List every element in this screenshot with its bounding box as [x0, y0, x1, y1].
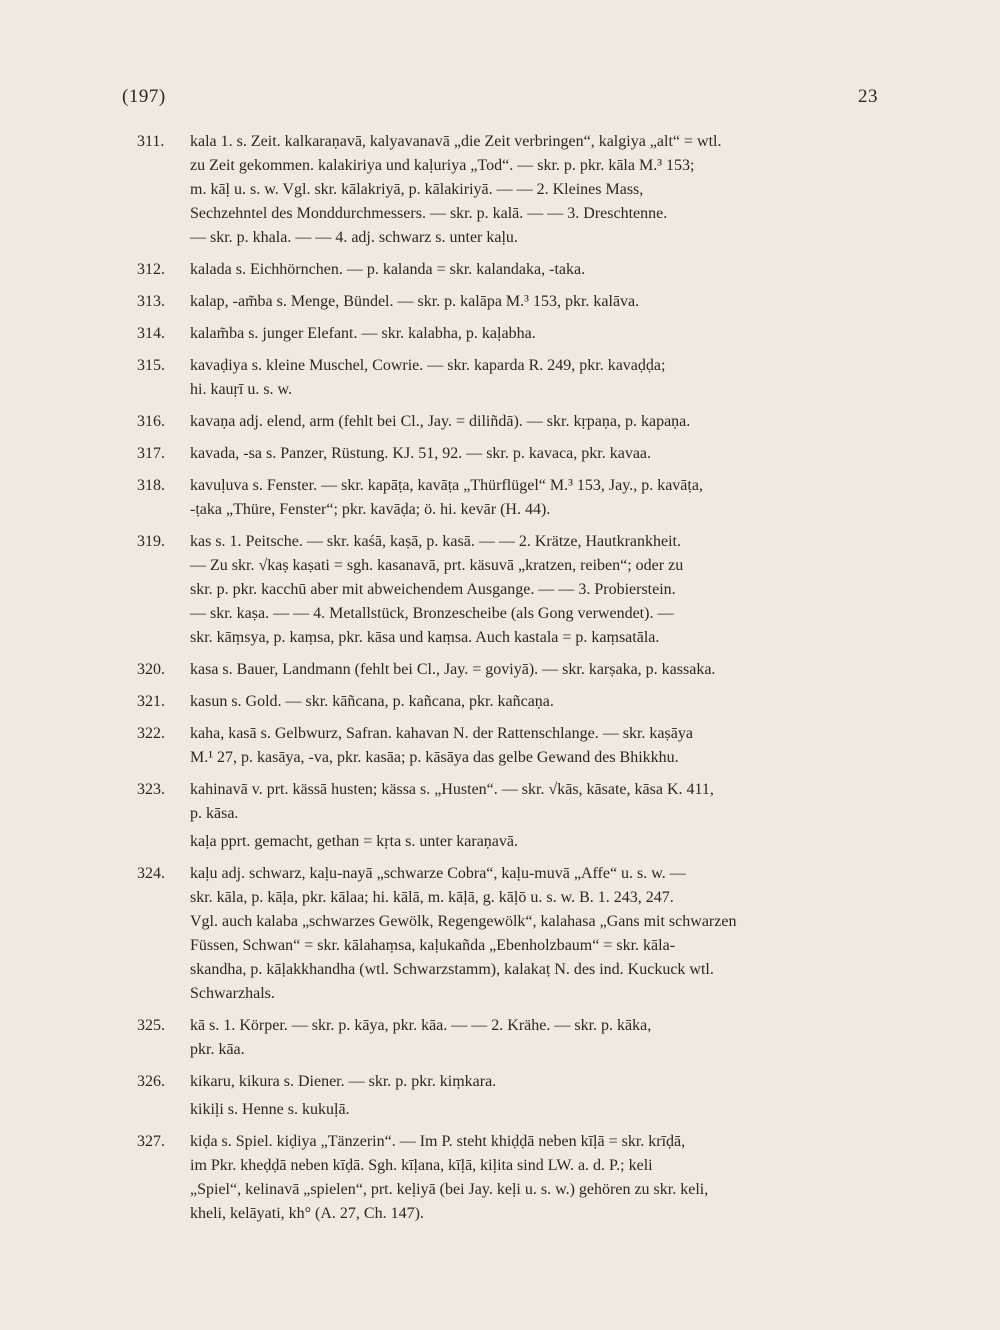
dictionary-entry [137, 130, 878, 250]
entry-text-line: kas s. 1. Peitsche. — skr. kaśā, kaṣā, p. kasā. — — 2. Krätze, Hautkrankheit. [190, 533, 681, 550]
entry-number: 320. [137, 661, 165, 678]
entry-text-line: kasun s. Gold. — skr. kāñcana, p. kañcana, pkr. kañcaṇa. [190, 693, 554, 710]
dictionary-entry [137, 862, 878, 1006]
dictionary-entry [137, 658, 878, 682]
entry-number: 314. [137, 325, 165, 342]
entry-number: 313. [137, 293, 165, 310]
entry-text-line: kiḍa s. Spiel. kiḍiya „Tänzerin“. — Im P. steht khiḍḍā neben kīḷā = skr. krīḍā, [190, 1133, 686, 1150]
dictionary-entry [137, 830, 878, 854]
entry-text-line: kikiḷi s. Henne s. kukuḷā. [190, 1101, 350, 1118]
entry-number: 316. [137, 413, 165, 430]
page-header [122, 86, 878, 108]
entry-text-line: skr. p. pkr. kacchū aber mit abweichendem Ausgange. — — 3. Probierstein. [190, 581, 676, 598]
entry-text-line: kalap, -am̃ba s. Menge, Bündel. — skr. p. kalāpa M.³ 153, pkr. kalāva. [190, 293, 640, 310]
entry-text-line: kā s. 1. Körper. — skr. p. kāya, pkr. kāa. — — 2. Krähe. — skr. p. kāka, [190, 1017, 652, 1034]
entry-text-line: kavaḍiya s. kleine Muschel, Cowrie. — skr. kaparda R. 249, pkr. kavaḍḍa; [190, 357, 666, 374]
entry-text-line: — skr. p. khala. — — 4. adj. schwarz s. unter kaḷu. [190, 229, 518, 246]
dictionary-entry [137, 778, 878, 826]
entry-text-line: skandha, p. kāḷakkhandha (wtl. Schwarzstamm), kalakaṭ N. des ind. Kuckuck wtl. [190, 961, 714, 978]
entry-number: 324. [137, 865, 165, 882]
entry-text-line: Füssen, Schwan“ = skr. kālahaṃsa, kaḷukañda „Ebenholzbaum“ = skr. kāla- [190, 937, 676, 954]
entry-number: 315. [137, 357, 165, 374]
dictionary-entry [137, 354, 878, 402]
entry-text-line: kaha, kasā s. Gelbwurz, Safran. kahavan N. der Rattenschlange. — skr. kaṣāya [190, 725, 693, 742]
dictionary-entry [137, 322, 878, 346]
entry-text-line: kalam̃ba s. junger Elefant. — skr. kalabha, p. kaḷabha. [190, 325, 536, 342]
entry-text-line: im Pkr. kheḍḍā neben kīḍā. Sgh. kīḷana, kīḷā, kiḷita sind LW. a. d. P.; keli [190, 1157, 653, 1174]
dictionary-entry [137, 1014, 878, 1062]
entry-number: 317. [137, 445, 165, 462]
entry-text-line: kalada s. Eichhörnchen. — p. kalanda = skr. kalandaka, -taka. [190, 261, 586, 278]
entry-text-line: kheli, kelāyati, kh° (A. 27, Ch. 147). [190, 1205, 424, 1222]
entry-text-line: Vgl. auch kalaba „schwarzes Gewölk, Regengewölk“, kalahasa „Gans mit schwarzen [190, 913, 737, 930]
entry-number: 327. [137, 1133, 165, 1150]
dictionary-entry [137, 690, 878, 714]
entry-number: 311. [137, 133, 165, 150]
entry-text-line: kahinavā v. prt. kässā husten; kässa s. „Husten“. — skr. √kās, kāsate, kāsa K. 411, [190, 781, 714, 798]
page-number: 23 [858, 86, 878, 107]
entry-number: 325. [137, 1017, 165, 1034]
entry-list [137, 130, 878, 1226]
entry-text-line: hi. kauṛī u. s. w. [190, 381, 293, 398]
dictionary-entry [137, 258, 878, 282]
dictionary-entry [137, 1070, 878, 1094]
entry-text-line: kaḷa pprt. gemacht, gethan = kṛta s. unter karaṇavā. [190, 833, 518, 850]
section-number: (197) [122, 86, 166, 107]
entry-text-line: — skr. kaṣa. — — 4. Metallstück, Bronzescheibe (als Gong verwendet). — [190, 605, 674, 622]
entry-text-line: -ṭaka „Thüre, Fenster“; pkr. kavāḍa; ö. hi. kevār (H. 44). [190, 501, 551, 518]
entry-text-line: skr. kāṃsya, p. kaṃsa, pkr. kāsa und kaṃsa. Auch kastala = p. kaṃsatāla. [190, 629, 660, 646]
dictionary-entry [137, 722, 878, 770]
entry-text-line: pkr. kāa. [190, 1041, 245, 1058]
dictionary-entry [137, 1130, 878, 1226]
dictionary-entry [137, 530, 878, 650]
entry-text-line: kavuḷuva s. Fenster. — skr. kapāṭa, kavāṭa „Thürflügel“ M.³ 153, Jay., p. kavāṭa, [190, 477, 703, 494]
entry-number: 312. [137, 261, 165, 278]
dictionary-entry [137, 1098, 878, 1122]
entry-number: 323. [137, 781, 165, 798]
entry-number: 322. [137, 725, 165, 742]
entry-text-line: zu Zeit gekommen. kalakiriya und kaḷuriya „Tod“. — skr. p. pkr. kāla M.³ 153; [190, 157, 695, 174]
entry-text-line: kavaṇa adj. elend, arm (fehlt bei Cl., Jay. = diliñdā). — skr. kṛpaṇa, p. kapaṇa. [190, 413, 691, 430]
entry-text-line: — Zu skr. √kaṣ kaṣati = sgh. kasanavā, prt. käsuvā „kratzen, reiben“; oder zu [190, 557, 684, 574]
entry-text-line: p. kāsa. [190, 805, 239, 822]
entry-text-line: kikaru, kikura s. Diener. — skr. p. pkr. kiṃkara. [190, 1073, 497, 1090]
entry-text-line: kala 1. s. Zeit. kalkaraṇavā, kalyavanavā „die Zeit verbringen“, kalgiya „alt“ = wtl. [190, 133, 722, 150]
dictionary-entry [137, 442, 878, 466]
dictionary-entry [137, 474, 878, 522]
entry-text-line: kaḷu adj. schwarz, kaḷu-nayā „schwarze Cobra“, kaḷu-muvā „Affe“ u. s. w. — [190, 865, 686, 882]
entry-text-line: skr. kāla, p. kāḷa, pkr. kālaa; hi. kālā, m. kāḷā, g. kāḷō u. s. w. B. 1. 243, 247. [190, 889, 674, 906]
entry-text-line: m. kāḷ u. s. w. Vgl. skr. kālakriyā, p. kālakiriyā. — — 2. Kleines Mass, [190, 181, 644, 198]
dictionary-entry [137, 410, 878, 434]
entry-number: 318. [137, 477, 165, 494]
entry-number: 321. [137, 693, 165, 710]
entry-text-line: kasa s. Bauer, Landmann (fehlt bei Cl., Jay. = goviyā). — skr. karṣaka, p. kassaka. [190, 661, 716, 678]
entry-text-line: „Spiel“, kelinavā „spielen“, prt. keḷiyā (bei Jay. keḷi u. s. w.) gehören zu skr. keli, [190, 1181, 709, 1198]
dictionary-entry [137, 290, 878, 314]
entry-text-line: M.¹ 27, p. kasāya, -va, pkr. kasāa; p. kāsāya das gelbe Gewand des Bhikkhu. [190, 749, 679, 766]
entry-number: 319. [137, 533, 165, 550]
entry-text-line: Sechzehntel des Monddurchmessers. — skr. p. kalā. — — 3. Dreschtenne. [190, 205, 668, 222]
entry-text-line: kavada, -sa s. Panzer, Rüstung. KJ. 51, 92. — skr. p. kavaca, pkr. kavaa. [190, 445, 652, 462]
entry-text-line: Schwarzhals. [190, 985, 275, 1002]
entry-number: 326. [137, 1073, 165, 1090]
